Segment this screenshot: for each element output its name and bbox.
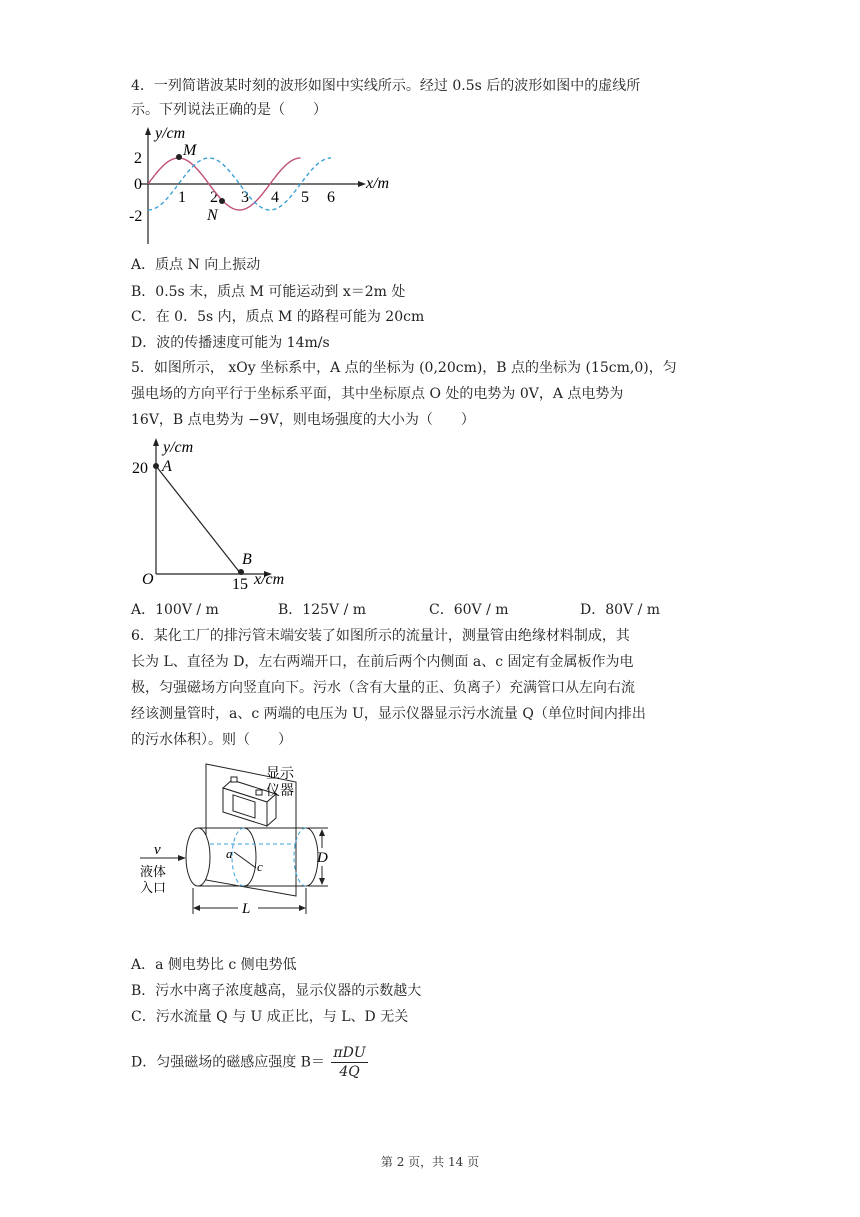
q5-stem-line2: 强电场的方向平行于坐标系平面，其中坐标原点 O 处的电势为 0V，A 点电势为: [131, 386, 624, 402]
q4-xtick-6: 6: [327, 189, 335, 206]
q5-a-label: A: [162, 458, 172, 475]
q6-stem-line5: 的污水体积）。则（ ）: [131, 732, 292, 748]
q5-y-label: y/cm: [163, 439, 194, 456]
q6-display-label-1: 显示: [266, 767, 294, 782]
q6-stem-line4: 经该测量管时，a、c 两端的电压为 U，显示仪器显示污水流量 Q（单位时间内排出: [131, 706, 646, 722]
q6-inlet-label-1: 液体: [140, 864, 167, 879]
q4-xtick-1: 1: [178, 189, 186, 206]
q4-ytick-neg2: -2: [129, 208, 143, 225]
q6-option-d-numerator: πDU: [333, 1045, 366, 1061]
q4-option-b: B．0.5s 末，质点 M 可能运动到 x＝2m 处: [131, 284, 406, 300]
q4-point-n: [219, 198, 225, 204]
q4-x-label: x/m: [366, 175, 390, 192]
q5-option-c: C．60V / m: [429, 602, 509, 618]
q6-inlet-label-2: 入口: [140, 880, 167, 895]
q6-c-label: c: [257, 859, 263, 874]
q5-b-label: B: [242, 551, 252, 568]
q4-option-d: D．波的传播速度可能为 14m/s: [131, 335, 330, 351]
q4-xtick-4: 4: [271, 189, 279, 206]
q4-y-label: y/cm: [155, 125, 186, 142]
q4-stem-line1: 4．一列简谐波某时刻的波形如图中实线所示。经过 0.5s 后的波形如图中的虚线所: [131, 78, 641, 94]
q4-xtick-3: 3: [241, 189, 249, 206]
q5-point-a: [153, 463, 159, 469]
q5-stem-line1: 5．如图所示， xOy 坐标系中，A 点的坐标为 (0,20cm)，B 点的坐标为 (15cm,0)，匀: [131, 360, 677, 376]
q5-coordinate-figure: [128, 434, 308, 594]
q4-option-a: A．质点 N 向上振动: [131, 257, 261, 273]
q4-xtick-5: 5: [301, 189, 309, 206]
q4-point-m: [176, 154, 182, 160]
q6-stem-line1: 6．某化工厂的排污管末端安装了如图所示的流量计，测量管由绝缘材料制成，其: [131, 628, 630, 644]
q5-option-b: B．125V / m: [278, 602, 367, 618]
q6-option-c: C．污水流量 Q 与 U 成正比，与 L、D 无关: [131, 1009, 409, 1025]
q6-option-d-denominator: 4Q: [339, 1064, 360, 1080]
q4-xtick-2: 2: [210, 189, 218, 206]
q4-point-m-label: M: [183, 142, 197, 159]
q5-stem-line3: 16V，B 点电势为 −9V，则电场强度的大小为（ ）: [131, 412, 475, 428]
q6-display-label-2: 仪器: [266, 784, 294, 799]
q6-option-d-fraction: [331, 1044, 367, 1081]
q5-point-b: [238, 569, 244, 575]
q5-option-a: A．100V / m: [131, 602, 219, 618]
q4-ytick-2: 2: [134, 150, 142, 167]
q6-d-label: D: [317, 850, 328, 866]
q6-stem-line2: 长为 L、直径为 D，左右两端开口，在前后两个内侧面 a、c 固定有金属板作为电: [131, 654, 634, 670]
q5-option-d: D．80V / m: [580, 602, 661, 618]
q6-option-b: B．污水中离子浓度越高，显示仪器的示数越大: [131, 983, 422, 999]
q6-a-label: a: [226, 846, 233, 861]
q6-option-d-prefix: D．匀强磁场的磁感应强度 B＝: [131, 1054, 325, 1071]
q5-a-value: 20: [132, 460, 148, 477]
q6-option-d: [131, 1044, 368, 1081]
q5-b-value: 15: [232, 576, 248, 593]
q6-stem-line3: 极，匀强磁场方向竖直向下。污水（含有大量的正、负离子）充满管口从左向右流: [131, 680, 635, 696]
q5-x-label: x/cm: [254, 571, 285, 588]
q6-v-label: v: [154, 842, 161, 858]
q4-stem-line2: 示。下列说法正确的是（ ）: [131, 102, 327, 118]
q4-point-n-label: N: [207, 207, 218, 224]
q4-wave-figure: [128, 124, 393, 249]
page-footer: 第 2 页，共 14 页: [380, 1155, 480, 1169]
q4-option-c: C．在 0．5s 内，质点 M 的路程可能为 20cm: [131, 309, 425, 325]
q5-origin-label: O: [142, 571, 154, 588]
q6-flowmeter-figure: [138, 760, 348, 920]
q6-l-label: L: [242, 901, 251, 917]
q4-ytick-0: 0: [134, 176, 142, 193]
q6-option-a: A．a 侧电势比 c 侧电势低: [131, 957, 297, 973]
